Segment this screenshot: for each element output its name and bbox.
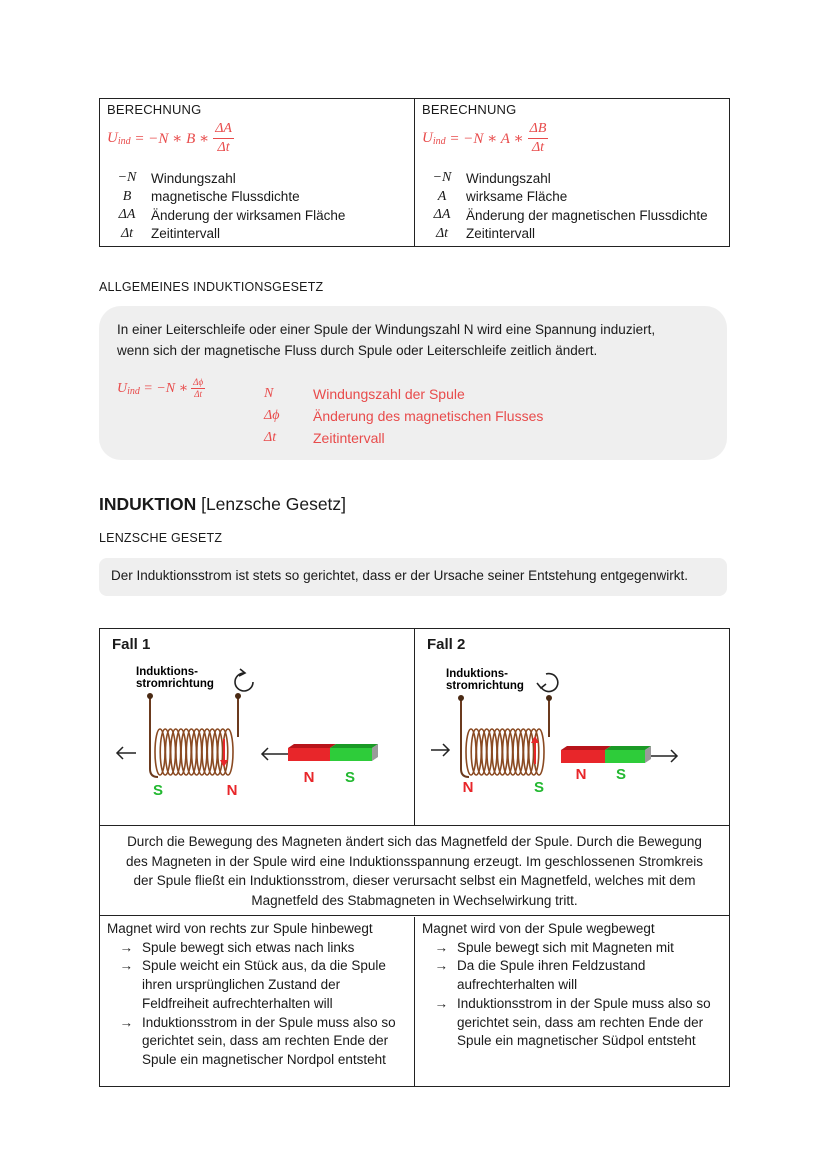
induction-label-line1: Induktions- (136, 666, 198, 678)
formula-flux-change (422, 120, 722, 156)
lenz-cases-table (99, 628, 730, 1087)
legend-row (422, 169, 722, 188)
formula-mid: = −N ∗ A ∗ (445, 130, 524, 147)
list-item-text: Spule bewegt sich etwas nach links (142, 939, 355, 955)
coil (458, 695, 552, 777)
legend-symbol: −N (117, 170, 137, 186)
magnet-south-half (605, 750, 645, 763)
legend-symbol: A (437, 188, 447, 204)
list-item-text: Spule bewegt sich mit Magneten mit (457, 939, 674, 955)
legend-description: magnetische Flussdichte (151, 189, 300, 205)
coil-turns (466, 729, 544, 775)
coil-left-pole: S (152, 782, 164, 799)
coil-motion-arrow-left (117, 747, 136, 759)
fraction-denominator: Δt (194, 389, 203, 399)
legend-symbol: Δt (435, 225, 449, 241)
case-2-diagram (415, 629, 729, 825)
legend-list (422, 169, 722, 243)
legend-description: Änderung des magnetischen Flusses (313, 408, 544, 424)
coil-right-pole: N (226, 782, 238, 799)
fraction-numerator: ΔB (528, 122, 549, 139)
calculation-table (99, 98, 730, 247)
fraction-numerator: Δϕ (193, 377, 204, 387)
formula-sub: ind (117, 135, 131, 147)
case-2-heading: Magnet wird von der Spule wegbewegt (422, 921, 655, 936)
magnet-south-label: S (344, 769, 356, 786)
coil-left-pole: N (462, 779, 474, 796)
list-item (107, 957, 407, 1013)
case-2-description (415, 917, 729, 1086)
legend-row (422, 188, 722, 207)
magnet-top-green (330, 744, 378, 748)
arrow-icon: → (119, 939, 133, 955)
rotation-icon (235, 669, 253, 691)
induction-label-line2: stromrichtung (136, 678, 214, 690)
case-1-heading: Magnet wird von rechts zur Spule hinbewegt (107, 921, 373, 936)
magnet-north-label: N (575, 766, 587, 783)
legend-row (264, 405, 543, 427)
coil-terminal (147, 693, 153, 699)
legend-description: Windungszahl (151, 170, 236, 186)
explanation-line: der Spule fließt ein Induktionsstrom, dieser verursacht selbst ein Magnetfeld, welches mit dem (133, 873, 696, 888)
general-law-text (117, 319, 717, 361)
explanation-line: Durch die Bewegung des Magneten ändert sich das Magnetfeld der Spule. Durch die Bewegung (127, 834, 702, 849)
coil-motion-arrow-right (431, 744, 449, 756)
legend-row (107, 225, 407, 244)
calculation-heading: BERECHNUNG (422, 102, 517, 117)
list-item (422, 939, 722, 958)
calculation-flux-density-change (414, 99, 729, 246)
legend-row (107, 188, 407, 207)
fraction-numerator: ΔA (213, 122, 234, 139)
coil-terminal (458, 695, 464, 701)
magnet-north-half (561, 750, 605, 763)
explanation-line: des Magneten in der Spule wird eine Induktionsspannung erzeugt. Im geschlossenen Stromkreis (125, 853, 704, 869)
legend-description: Windungszahl der Spule (313, 386, 465, 402)
list-item (107, 939, 407, 958)
magnet-motion-arrow (262, 748, 288, 760)
magnet-top-red (561, 746, 611, 750)
explanation-text (100, 825, 729, 916)
list-item-text: Spule weicht ein Stück aus, da die Spule ihren ursprünglichen Zustand der Feldfreiheit aufrechterhalten will (142, 958, 386, 1011)
coil-turns (155, 729, 233, 775)
legend-description: wirksame Fläche (466, 189, 568, 205)
arrow-icon: → (119, 1014, 133, 1030)
legend-row (422, 225, 722, 244)
legend-row (107, 206, 407, 225)
legend-symbol: Δt (264, 430, 277, 445)
legend-symbol: Δt (120, 225, 134, 241)
magnet-south-label: S (615, 766, 627, 783)
lenz-label: LENZSCHE GESETZ (99, 531, 223, 545)
legend-symbol: N (264, 386, 274, 401)
list-item (422, 957, 722, 994)
general-law-box (99, 306, 727, 460)
case-2-cell (415, 629, 729, 825)
list-item-text: Induktionsstrom in der Spule muss also so gerichtet sein, dass am rechten Ende der Spule ein magnetischer Nordpol entsteht (142, 1014, 396, 1067)
magnet-north-label: N (303, 769, 315, 786)
arrow-icon: → (434, 958, 448, 974)
magnet-south-half (330, 748, 372, 761)
induction-label-line1: Induktions- (446, 668, 508, 680)
case-1-title: Fall 1 (112, 636, 151, 653)
legend-description: Änderung der magnetischen Flussdichte (466, 207, 708, 223)
case-2-title: Fall 2 (427, 636, 466, 653)
legend-symbol: ΔA (118, 207, 136, 223)
calculation-heading: BERECHNUNG (107, 102, 202, 117)
arrow-icon: → (434, 939, 448, 955)
list-item (422, 995, 722, 1051)
formula-fraction (213, 122, 234, 155)
general-law-text-line: In einer Leiterschleife oder einer Spule der Windungszahl N wird eine Spannung induziert, (117, 322, 656, 337)
legend-list (107, 169, 407, 243)
formula-area-change (107, 120, 407, 156)
coil-terminal (235, 693, 241, 699)
case-1-description (100, 917, 415, 1086)
general-law-label: ALLGEMEINES INDUKTIONSGESETZ (99, 280, 324, 294)
case-1-diagram (100, 629, 415, 825)
legend-description: Zeitintervall (151, 226, 221, 242)
list-item-text: Da die Spule ihren Feldzustand aufrechterhalten will (457, 958, 646, 993)
legend-row (264, 383, 543, 405)
legend-symbol: Δϕ (264, 408, 280, 423)
arrow-icon: → (434, 995, 448, 1011)
calculation-area-change (100, 99, 414, 246)
formula-lhs: U (117, 380, 128, 396)
formula-sub: ind (127, 386, 140, 397)
legend-symbol: B (122, 188, 132, 204)
formula-lhs: U (422, 129, 433, 146)
formula-fraction (528, 122, 549, 155)
coil-terminal (546, 695, 552, 701)
magnet-top-red (288, 744, 336, 748)
list-item (107, 1014, 407, 1070)
heading-bold: INDUKTION (99, 494, 197, 514)
legend-description: Windungszahl (466, 170, 551, 186)
magnet-motion-arrow (651, 750, 677, 762)
bar-magnet (288, 744, 378, 761)
section-heading (99, 494, 346, 515)
general-law-legend (264, 383, 543, 449)
legend-row (107, 169, 407, 188)
legend-row (422, 206, 722, 225)
formula-mid: = −N ∗ B ∗ (130, 130, 210, 147)
coil-right-pole: S (533, 779, 545, 796)
list-item-text: Induktionsstrom in der Spule muss also so gerichtet sein, dass am rechten Ende der Spule ein magnetischer Südpol entsteht (457, 995, 711, 1049)
arrow-icon: → (119, 958, 133, 974)
legend-row (264, 427, 543, 449)
legend-symbol: −N (432, 170, 452, 186)
magnet-north-half (288, 748, 330, 761)
general-law-formula (117, 378, 205, 399)
lenz-statement: Der Induktionsstrom ist stets so gerichtet, dass er der Ursache seiner Entstehung entgegenwirkt. (111, 568, 689, 583)
induction-label-line2: stromrichtung (446, 680, 524, 692)
rotation-icon (537, 674, 558, 692)
magnet-top-green (605, 746, 651, 750)
formula-lhs: U (107, 129, 118, 146)
legend-description: Zeitintervall (313, 430, 385, 446)
bar-magnet (561, 746, 651, 763)
heading-subtitle: [Lenzsche Gesetz] (196, 494, 347, 514)
lenz-statement-box (99, 558, 727, 596)
legend-description: Änderung der wirksamen Fläche (151, 207, 346, 223)
legend-description: Zeitintervall (466, 226, 536, 242)
explanation-line: Magnetfeld des Stabmagneten in Wechselwirkung tritt. (251, 892, 578, 908)
formula-fraction (191, 378, 205, 399)
fraction-denominator: Δt (531, 139, 545, 155)
case-1-cell (100, 629, 415, 825)
coil (147, 693, 241, 777)
general-law-text-line: wenn sich der magnetische Fluss durch Spule oder Leiterschleife zeitlich ändert. (117, 343, 598, 358)
formula-sub: ind (432, 135, 446, 147)
fraction-denominator: Δt (217, 139, 230, 155)
legend-symbol: ΔA (433, 207, 451, 223)
formula-mid: = −N ∗ (139, 381, 189, 396)
